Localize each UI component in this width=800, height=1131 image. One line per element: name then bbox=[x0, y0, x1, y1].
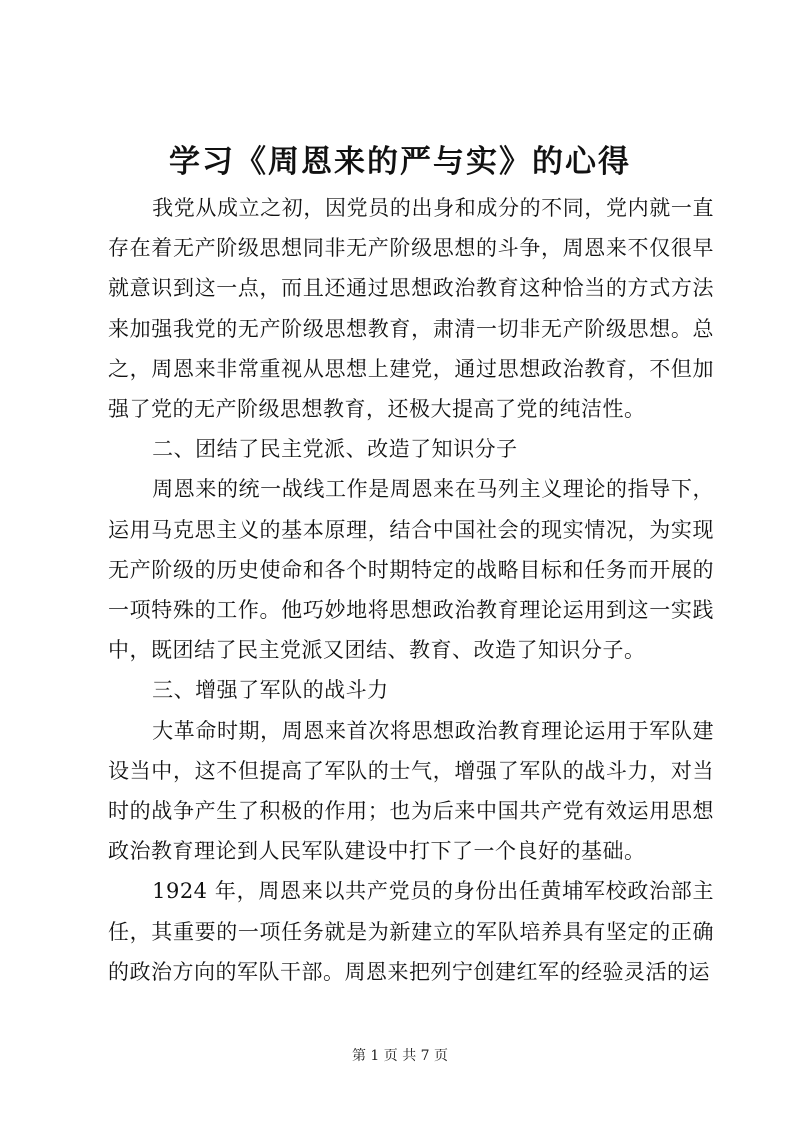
document-title: 学习《周恩来的严与实》的心得 bbox=[169, 144, 631, 180]
section-heading: 三、增强了军队的战斗力 bbox=[152, 678, 389, 703]
paragraph: 1924 年，周恩来以共产党员的身份出任黄埔军校政治部主任，其重要的一项任务就是为新建立的军队培养具有坚定的正确的政治方向的军队干部。周恩来把列宁创建红军的经验灵活的运 bbox=[108, 879, 714, 984]
paragraph: 周恩来的统一战线工作是周恩来在马列主义理论的指导下，运用马克思主义的基本原理，结合中国社会的现实情况，为实现无产阶级的历史使命和各个时期特定的战略目标和任务而开展的一项特殊的工作。他巧妙地将思想政治教育理论运用到这一实践中，既团结了民主党派又团结、教育、改造了知识分子。 bbox=[108, 477, 714, 663]
paragraph: 大革命时期，周恩来首次将思想政治教育理论运用于军队建设当中，这不但提高了军队的士气，增强了军队的战斗力，对当时的战争产生了积极的作用；也为后来中国共产党有效运用思想政治教育理论到人民军队建设中打下了一个良好的基础。 bbox=[108, 718, 714, 864]
document-body bbox=[108, 188, 714, 992]
paragraph: 我党从成立之初，因党员的出身和成分的不同，党内就一直存在着无产阶级思想同非无产阶级思想的斗争，周恩来不仅很早就意识到这一点，而且还通过思想政治教育这种恰当的方式方法来加强我党的无产阶级思想教育，肃清一切非无产阶级思想。总之，周恩来非常重视从思想上建党，通过思想政治教育，不但加强了党的无产阶级思想教育，还极大提高了党的纯洁性。 bbox=[108, 196, 714, 422]
page-number-footer: 第 1 页 共 7 页 bbox=[351, 1048, 449, 1064]
section-heading: 二、团结了民主党派、改造了知识分子 bbox=[152, 437, 518, 462]
